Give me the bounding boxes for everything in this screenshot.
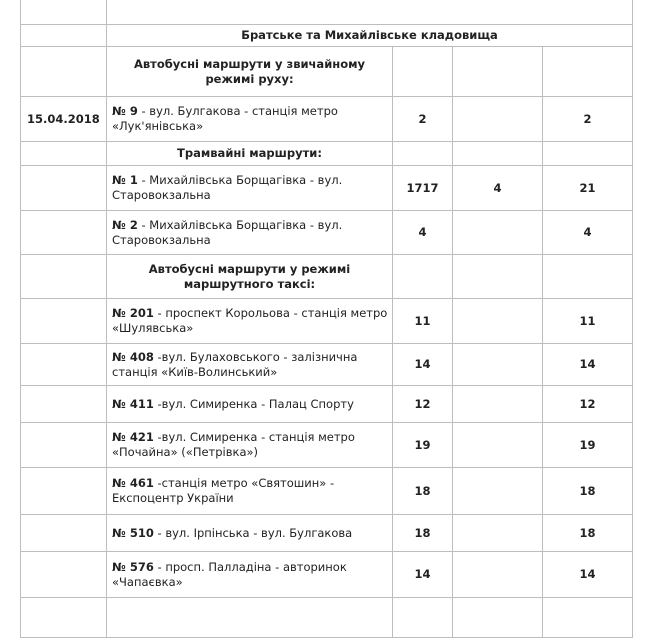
route-number: № 201 <box>112 306 154 320</box>
route-description: -станція метро «Святошин» - Експоцентр України <box>112 476 335 505</box>
count-cell <box>453 552 543 598</box>
count-cell: 14 <box>393 552 453 598</box>
count-cell: 14 <box>393 344 453 386</box>
route-description: - просп. Палладіна - авторинок «Чапаєвка» <box>112 559 347 589</box>
table-row <box>21 166 633 211</box>
count-cell: 4 <box>453 166 543 211</box>
count-cell: 12 <box>543 386 633 423</box>
count-cell <box>453 515 543 552</box>
date-cell <box>21 166 107 211</box>
route-description: - Михайлівська Борщагівка - вул. Старовокзальна <box>112 217 343 247</box>
count-cell <box>453 211 543 255</box>
table-row <box>21 468 633 515</box>
count-cell <box>453 97 543 142</box>
count-cell: 12 <box>393 386 453 423</box>
count-cell: 4 <box>393 211 453 255</box>
date-cell <box>21 299 107 344</box>
top-spacer-row <box>21 0 633 25</box>
count-cell: 11 <box>543 299 633 344</box>
table-row <box>21 423 633 468</box>
route-cell <box>107 552 393 598</box>
section-heading: Трамвайні маршрути: <box>107 142 393 166</box>
table-row <box>21 97 633 142</box>
count-cell: 2 <box>543 97 633 142</box>
table-row <box>21 299 633 344</box>
section-heading-row <box>21 255 633 299</box>
route-number: № 408 <box>112 349 154 364</box>
route-description: -вул. Симиренка - станція метро «Почайна» («Петрівка») <box>112 430 355 459</box>
date-cell <box>21 515 107 552</box>
table-row <box>21 515 633 552</box>
route-cell <box>107 344 393 386</box>
count-cell: 19 <box>393 423 453 468</box>
route-number: № 9 <box>112 104 138 118</box>
route-cell <box>107 211 393 255</box>
section-heading-row <box>21 47 633 97</box>
date-cell <box>21 211 107 255</box>
route-cell <box>107 468 393 515</box>
table-row <box>21 552 633 598</box>
count-cell: 14 <box>543 344 633 386</box>
bottom-spacer-row <box>21 598 633 638</box>
count-cell: 21 <box>543 166 633 211</box>
table-row <box>21 344 633 386</box>
count-cell: 1717 <box>393 166 453 211</box>
route-number: № 411 <box>112 396 154 411</box>
table-row <box>21 211 633 255</box>
date-cell <box>21 386 107 423</box>
route-description: -вул. Булаховського - залізнична станція «Київ-Волинський» <box>112 349 358 379</box>
table-title: Братське та Михайлівське кладовища <box>107 25 633 47</box>
date-cell <box>21 423 107 468</box>
date-cell <box>21 468 107 515</box>
routes-table <box>20 0 633 638</box>
frame-border <box>632 0 633 600</box>
count-cell: 19 <box>543 423 633 468</box>
route-cell <box>107 166 393 211</box>
date-cell <box>21 344 107 386</box>
date-cell <box>21 552 107 598</box>
route-cell <box>107 423 393 468</box>
route-number: № 421 <box>112 430 154 444</box>
route-description: - вул. Булгакова - станція метро «Лук'янівська» <box>112 104 338 133</box>
title-row <box>21 25 633 47</box>
route-description: - проспект Корольова - станція метро «Шулявська» <box>112 306 388 335</box>
section-heading: Автобусні маршрути у режимі маршрутного таксі: <box>107 255 393 299</box>
route-number: № 2 <box>112 217 138 232</box>
route-number: № 461 <box>112 476 154 490</box>
count-cell <box>453 423 543 468</box>
count-cell: 18 <box>393 468 453 515</box>
route-cell <box>107 386 393 423</box>
route-cell <box>107 299 393 344</box>
count-cell: 18 <box>393 515 453 552</box>
route-description: - вул. Ірпінська - вул. Булгакова <box>153 525 353 540</box>
section-heading: Автобусні маршрути у звичайному режимі руху: <box>107 47 393 97</box>
route-description: - Михайлівська Борщагівка - вул. Старовокзальна <box>112 173 343 202</box>
route-cell <box>107 515 393 552</box>
count-cell <box>453 468 543 515</box>
count-cell <box>453 299 543 344</box>
table-row <box>21 386 633 423</box>
route-description: -вул. Симиренка - Палац Спорту <box>153 396 354 411</box>
count-cell: 14 <box>543 552 633 598</box>
route-number: № 510 <box>112 525 154 540</box>
date-cell: 15.04.2018 <box>21 97 107 142</box>
count-cell: 11 <box>393 299 453 344</box>
route-cell <box>107 97 393 142</box>
section-heading-row <box>21 142 633 166</box>
route-number: № 1 <box>112 173 138 187</box>
count-cell: 4 <box>543 211 633 255</box>
route-number: № 576 <box>112 559 154 574</box>
count-cell: 18 <box>543 515 633 552</box>
count-cell <box>453 386 543 423</box>
count-cell: 18 <box>543 468 633 515</box>
count-cell: 2 <box>393 97 453 142</box>
count-cell <box>453 344 543 386</box>
